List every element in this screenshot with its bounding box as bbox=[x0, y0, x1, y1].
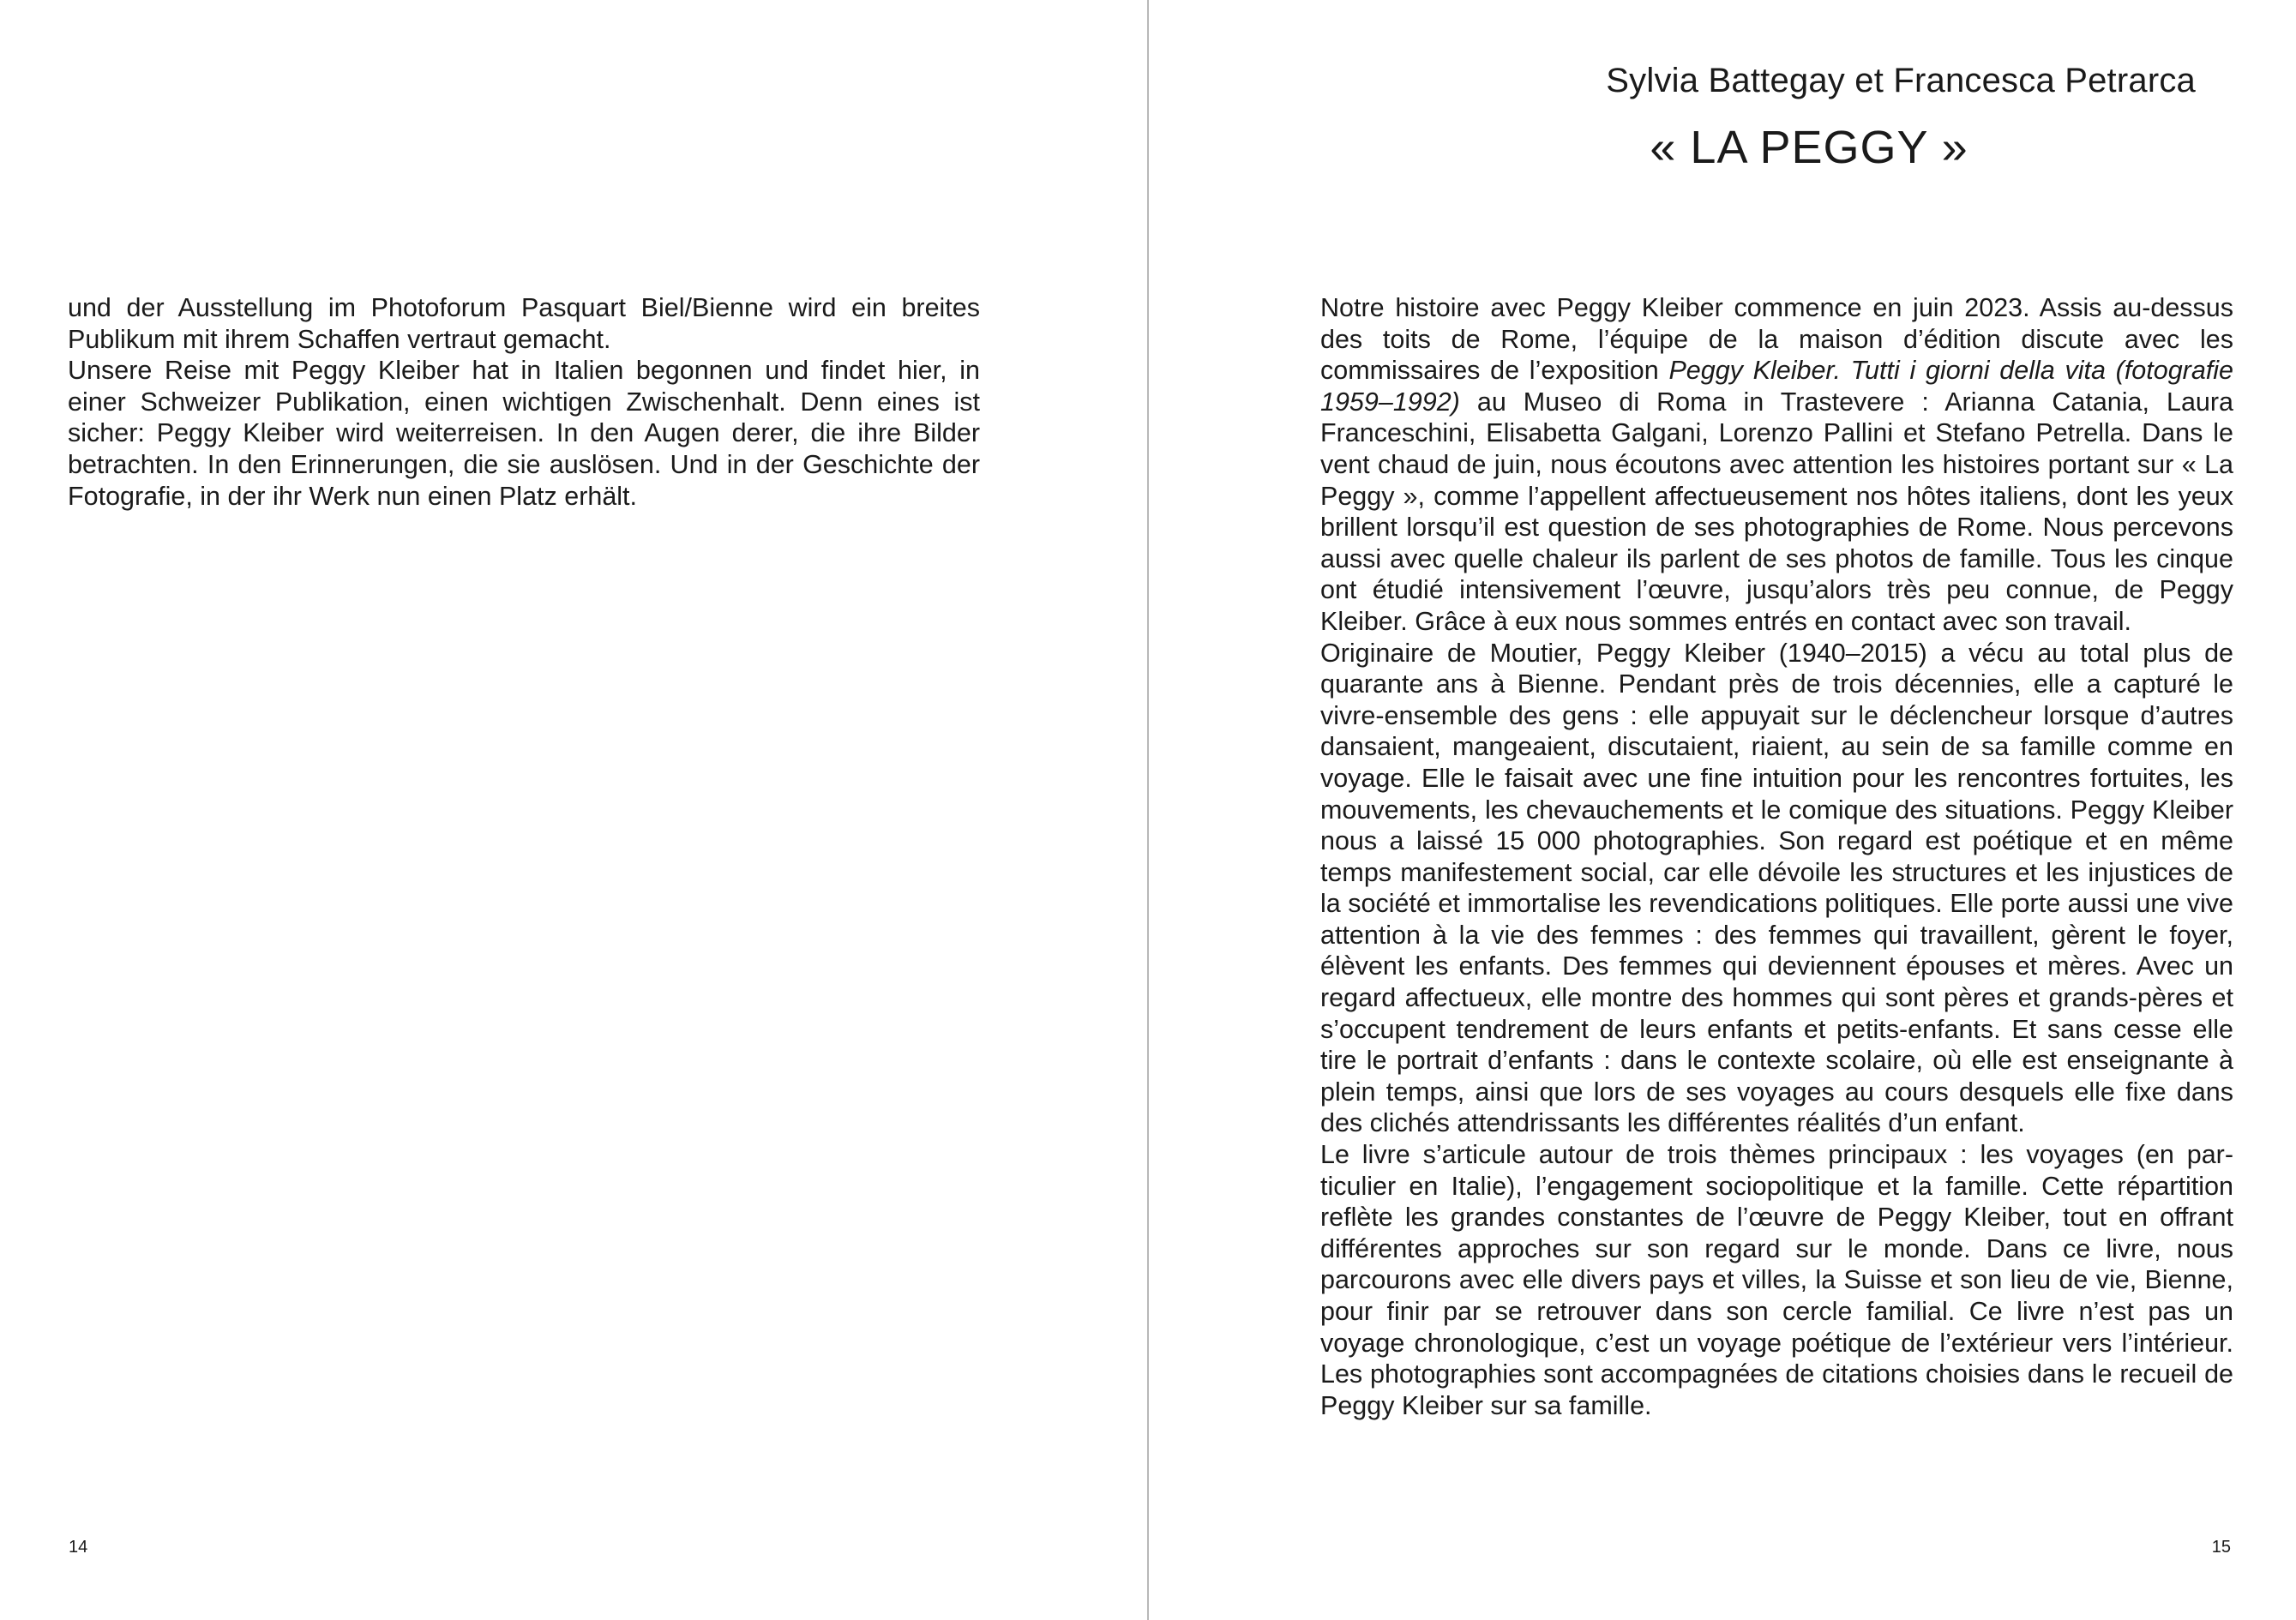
book-gutter bbox=[1147, 0, 1149, 1620]
right-page-body bbox=[1320, 292, 2233, 1421]
authors-heading: Sylvia Battegay et Francesca Petrarca bbox=[1606, 62, 2196, 99]
right-page bbox=[1150, 0, 2296, 1620]
chapter-title: « LA PEGGY » bbox=[1650, 122, 1968, 173]
left-page bbox=[0, 0, 1147, 1620]
left-paragraph-1: und der Ausstellung im Photoforum Pasquart Biel/Bienne wird ein breites Publikum mit ihrem Schaffen vertraut gemacht. bbox=[68, 293, 980, 354]
page-number-right: 15 bbox=[2211, 1538, 2231, 1557]
right-paragraph-2: Originaire de Moutier, Peggy Kleiber (1940–2015) a vécu au total plus de quarante ans à Bienne. Pendant près de trois décennies, elle a capturé le vivre-ensemble des gens : elle appuyait sur le déclencheur lorsque d’autres dansaient, mangeaient, discutaient, riaient, au sein de sa famille comme en voyage. Elle le faisait avec une fine intuition pour les rencontres fortuites, les mouvements, les chevauchements et le comique des situations. Peggy Kleiber nous a laissé 15 000 photographies. Son regard est poétique et en même temps manifestement social, car elle dévoile les structures et les injustices de la société et immortalise les revendications politiques. Elle porte aussi une vive attention à la vie des femmes : des femmes qui travaillent, gèrent le foyer, élèvent les enfants. Des femmes qui deviennent épouses et mères. Avec un regard affectueux, elle montre des hommes qui sont pères et grands-pères et s’occupent tendrement de leurs enfants et petits-enfants. Et sans cesse elle tire le portrait d’enfants : dans le contexte scolaire, où elle est enseignante à plein temps, ainsi que lors de ses voyages au cours desquels elle fixe dans des clichés attendrissants les différentes réalités d’un enfant. bbox=[1320, 638, 2233, 1138]
right-paragraph-1 bbox=[1320, 292, 2233, 638]
right-paragraph-3: Le livre s’articule autour de trois thèmes principaux : les voyages (en particulier en Italie), l’engagement sociopolitique et la famille. Cette répartition reflète les grandes constantes de l’œuvre de Peggy Kleiber, tout en offrant différentes approches sur son regard sur le monde. Dans ce livre, nous parcourons avec elle divers pays et villes, la Suisse et son lieu de vie, Bienne, pour finir par se retrouver dans son cercle familial. Ce livre n’est pas un voyage chronologique, c’est un voyage poétique de l’extérieur vers l’intérieur. Les photographies sont accompagnées de citations choisies dans le recueil de Peggy Kleiber sur sa famille. bbox=[1320, 1140, 2233, 1420]
left-page-body bbox=[68, 292, 980, 512]
page-number-left: 14 bbox=[69, 1538, 88, 1557]
exhibition-title: Peggy Kleiber. Tutti i giorni della vita (fotografie 1959–1992) bbox=[1320, 356, 2233, 417]
left-paragraph-2: Unsere Reise mit Peggy Kleiber hat in Italien begonnen und findet hier, in einer Schweizer Publikation, einen wichtigen Zwischenhalt. Denn eines ist sicher: Peggy Kleiber wird weiterreisen. In den Augen derer, die ihre Bilder betrachten. In den Erinnerungen, die sie auslösen. Und in der Geschichte der Fotografie, in der ihr Werk nun einen Platz erhält. bbox=[68, 356, 980, 511]
paragraph-1-intro: Notre histoire avec Peggy Kleiber commence en juin 2023. Assis au-dessus des toits de Rome, l’équipe de la maison d’édition discute avec les commissaires de l’exposition bbox=[1320, 293, 2233, 386]
paragraph-1-rest: au Museo di Roma in Trastevere : Arianna Catania, Laura Franceschini, Elisabetta Galgani, Lorenzo Pallini et Stefano Petrella. Dans le vent chaud de juin, nous écoutons avec attention les histoires portant sur « La Peggy », comme l’appellent affectueusement nos hôtes italiens, dont les yeux brillent lorsqu’il est question de ses photographies de Rome. Nous percevons aussi avec quelle chaleur ils parlent de ses photos de famille. Tous les cinque ont étudié intensivement l’œuvre, jusqu’alors très peu connue, de Peggy Kleiber. Grâce à eux nous sommes entrés en contact avec son travail. bbox=[1320, 387, 2233, 636]
